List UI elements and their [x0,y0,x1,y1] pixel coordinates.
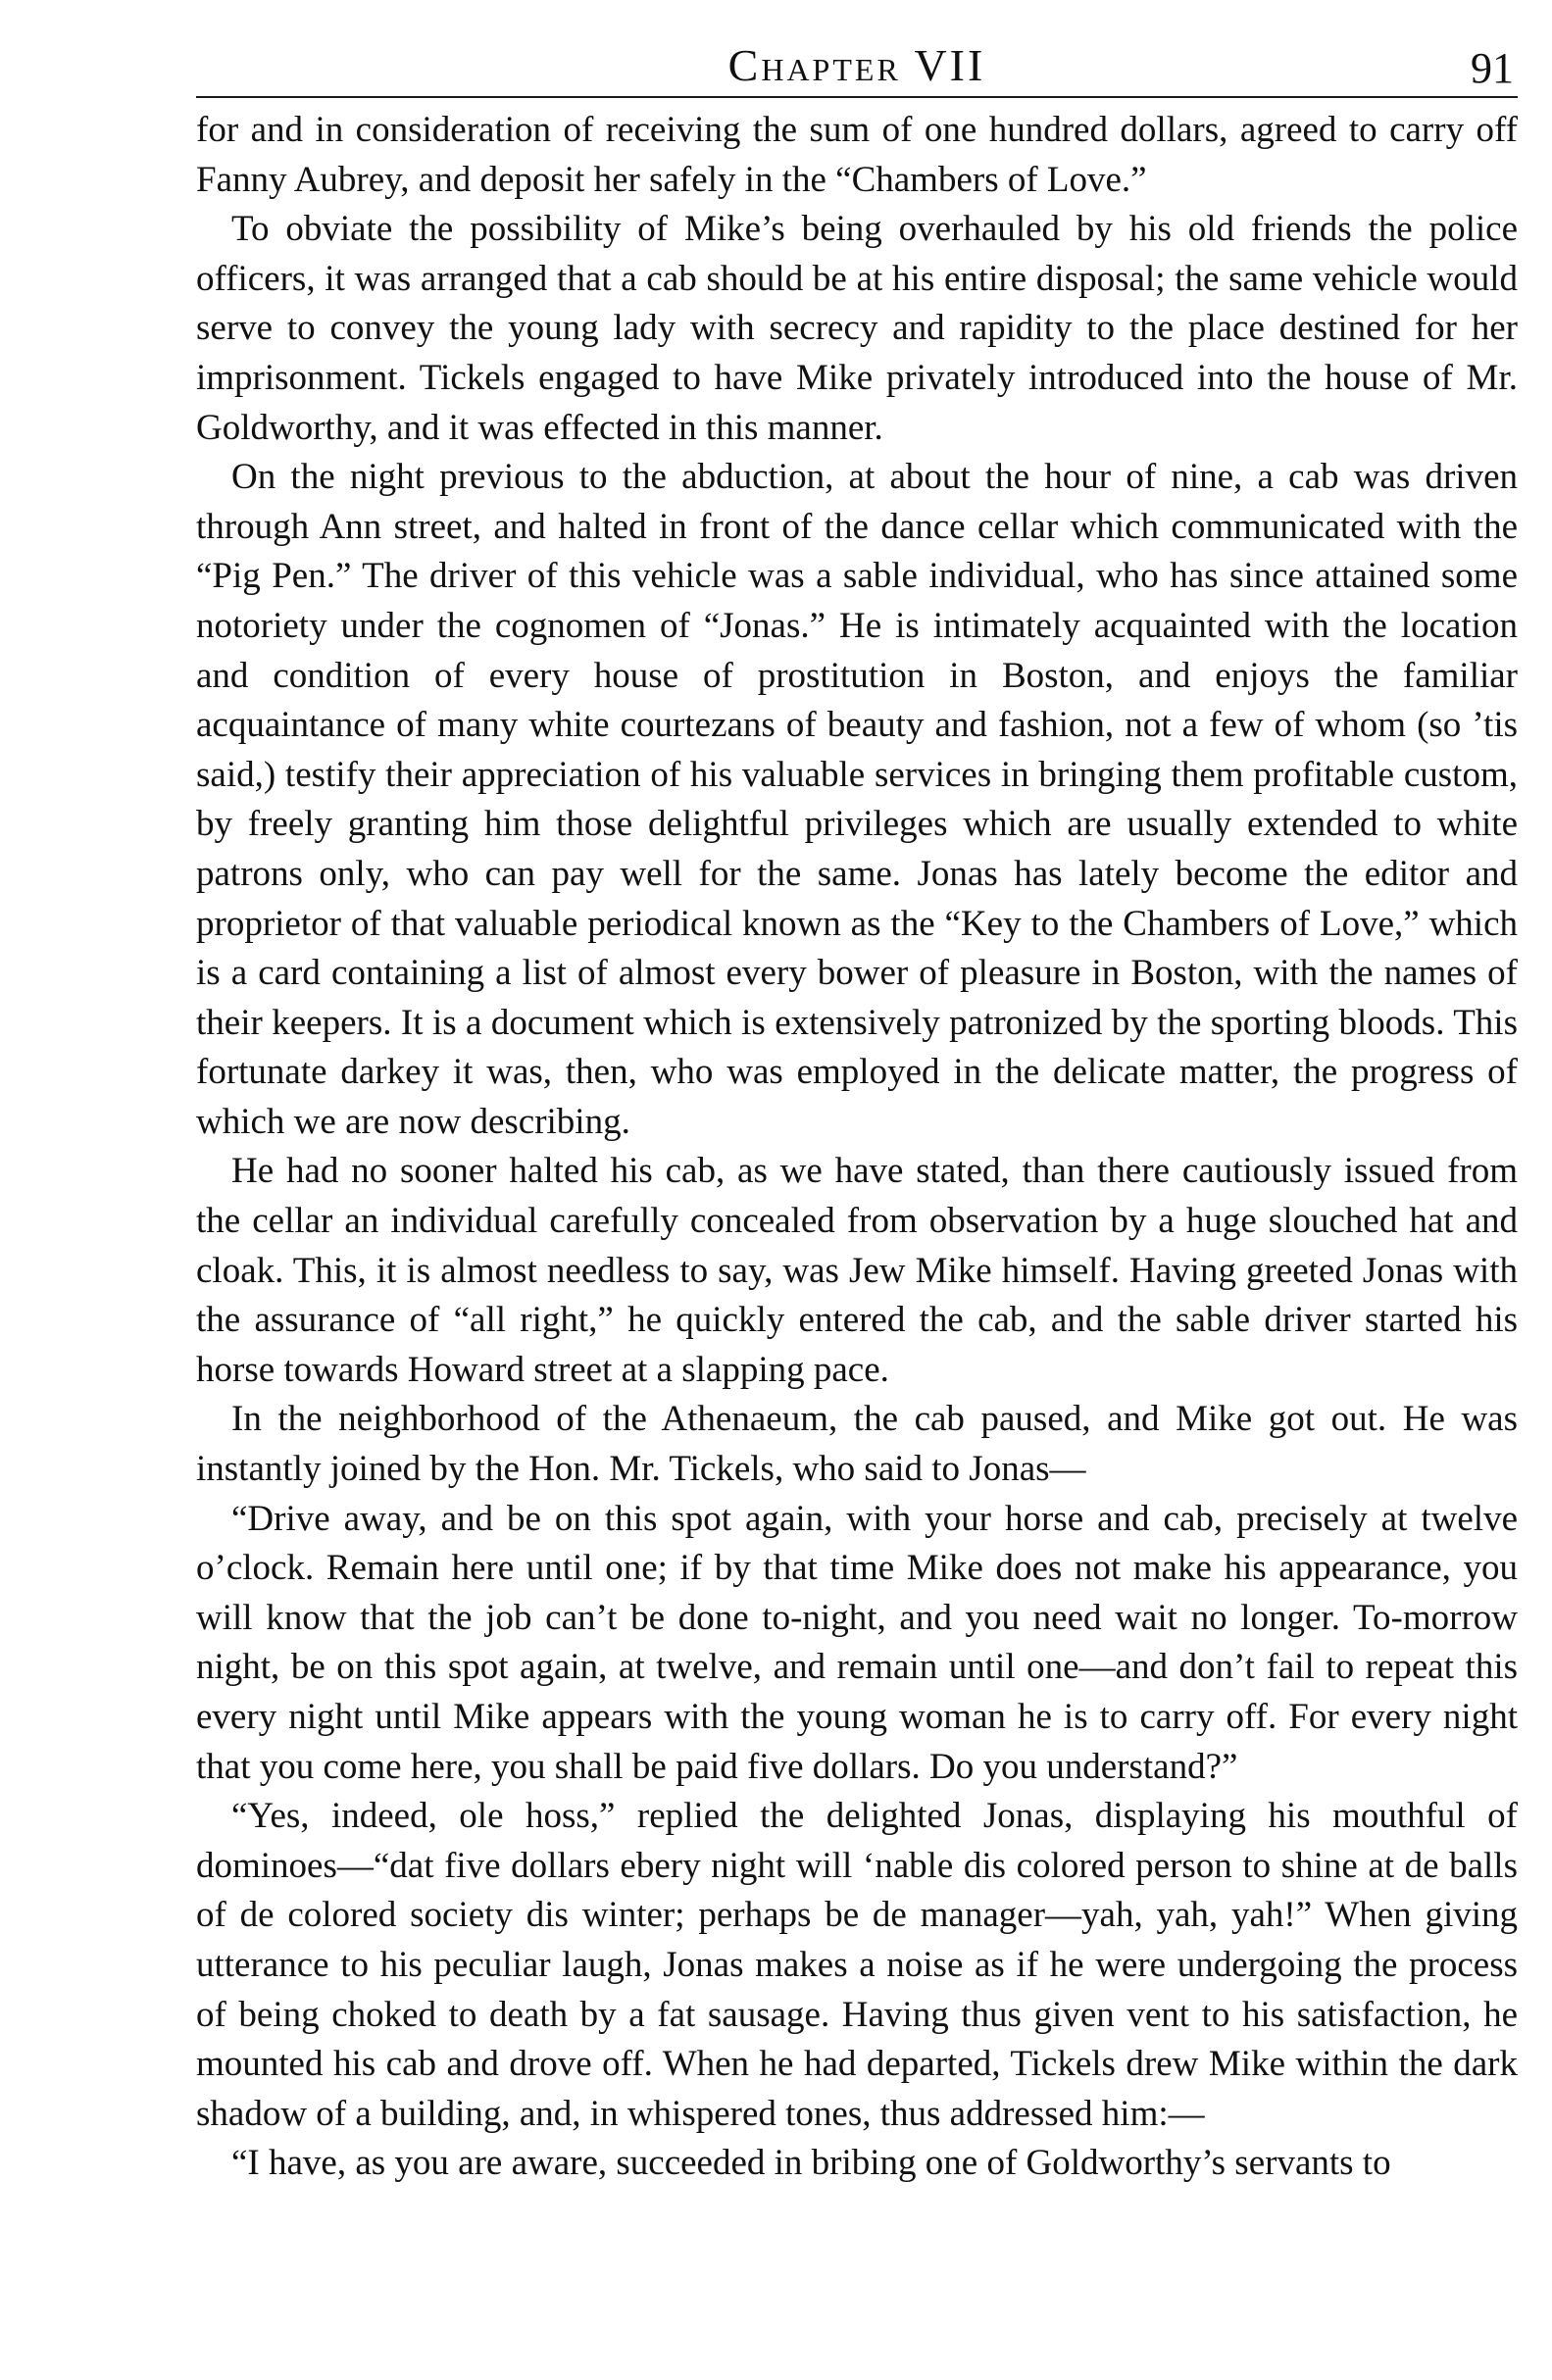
paragraph: “Drive away, and be on this spot again, with your horse and cab, precisely at twelve o’clock. Remain here until one; if by that time Mike does not make his appearance, you will know that the job can’t be done to-night, and you need wait no longer. To-morrow night, be on this spot again, at twelve, and remain until one—and don’t fail to repeat this every night until Mike appears with the young woman he is to carry off. For every night that you come here, you shall be paid five dollars. Do you understand?” [196,1498,1518,1787]
paragraph: “Yes, indeed, ole hoss,” replied the delighted Jonas, displaying his mouthful of dominoes—“dat five dollars ebery night will ‘nable dis colored person to shine at de balls of de colored society dis winter; perhaps be de manager—yah, yah, yah!” When giving utterance to his peculiar laugh, Jonas makes a noise as if he were undergoing the process of being choked to death by a fat sausage. Having thus given vent to his satisfaction, he mounted his cab and drove off. When he had departed, Tickels drew Mike within the dark shadow of a building, and, in whispered tones, thus addressed him:— [196,1796,1518,2134]
paragraph: “I have, as you are aware, succeeded in bribing one of Goldworthy’s servants to [231,2143,1391,2184]
paragraph: In the neighborhood of the Athenaeum, the cab paused, and Mike got out. He was instantly joined by the Hon. Mr. Tickels, who said to Jonas— [196,1399,1518,1490]
paragraph: On the night previous to the abduction, at about the hour of nine, a cab was driven through Ann street, and halted in front of the dance cellar which communicated with the “Pig Pen.” The driver of this vehicle was a sable individual, who has since attained some notoriety under the cognomen of “Jonas.” He is intimately acquainted with the location and condition of every house of prostitution in Boston, and enjoys the familiar acquaintance of many white courtezans of beauty and fashion, not a few of whom (so ’tis said,) testify their appreciation of his valuable services in bringing them profitable custom, by freely granting him those delightful privileges which are usually extended to white patrons only, who can pay well for the same. Jonas has lately become the editor and proprietor of that valuable periodical known as the “Key to the Chambers of Love,” which is a card containing a list of almost every bower of pleasure in Boston, with the names of their keepers. It is a document which is extensively patronized by the sporting bloods. This fortunate darkey it was, then, who was employed in the delicate matter, the progress of which we are now describing. [196,457,1518,1142]
paragraph: To obviate the possibility of Mike’s being overhauled by his old friends the police officers, it was arranged that a cab should be at his entire disposal; the same vehicle would serve to convey the young lady with secrecy and rapidity to the place destined for her imprisonment. Tickels engaged to have Mike privately introduced into the house of Mr. Goldworthy, and it was effected in this manner. [196,209,1518,448]
book-page [196,27,1518,2189]
body-text [196,106,1518,2189]
page-number: 91 [1471,44,1514,92]
chapter-title: Chapter VII [727,40,986,90]
paragraph: for and in consideration of receiving the sum of one hundred dollars, agreed to carry off Fanny Aubrey, and deposit her safely in the “Chambers of Love.” [196,110,1518,200]
paragraph: He had no sooner halted his cab, as we have stated, than there cautiously issued from the cellar an individual carefully concealed from observation by a huge slouched hat and cloak. This, it is almost needless to say, was Jew Mike himself. Having greeted Jonas with the assurance of “all right,” he quickly entered the cab, and the sable driver started his horse towards Howard street at a slapping pace. [196,1151,1518,1390]
running-header [196,27,1518,98]
